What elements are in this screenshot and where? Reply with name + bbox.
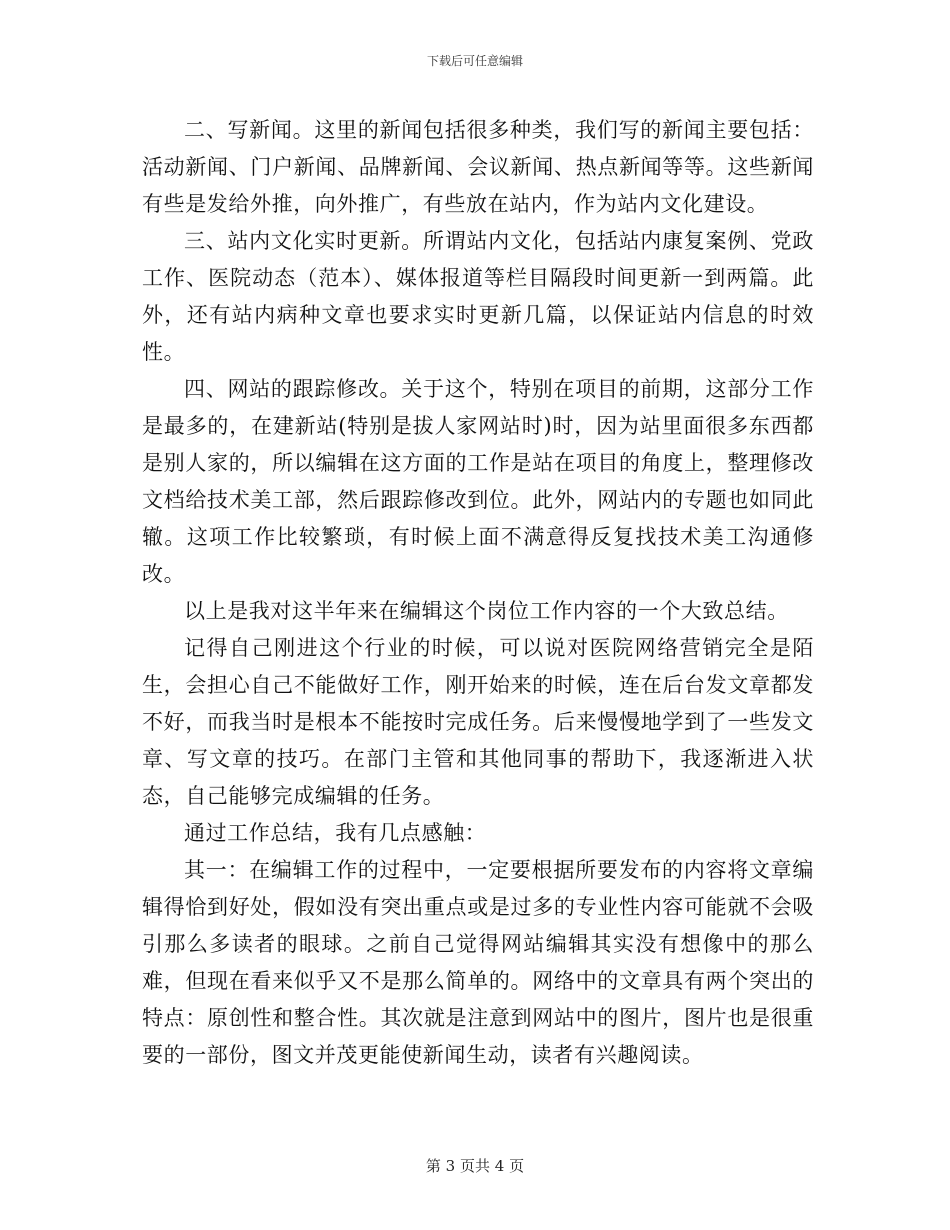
page-number: 第 3 页共 4 页 <box>425 1157 525 1175</box>
page-header-note: 下载后可任意编辑 <box>426 54 523 68</box>
paragraph-summary: 以上是我对这半年来在编辑这个岗位工作内容的一个大致总结。 <box>184 599 789 623</box>
document-body <box>142 112 814 1074</box>
paragraph-site-culture: 三、站内文化实时更新。所谓站内文化，包括站内康复案例、党政工作、医院动态（范本）、媒体报道等栏目隔段时间更新一到两篇。此外，还有站内病种文章也要求实时更新几篇，以保证站内信息的时效性。 <box>142 229 814 364</box>
paragraph-reflection-intro: 通过工作总结，我有几点感触： <box>184 821 487 845</box>
paragraph-site-tracking: 四、网站的跟踪修改。关于这个，特别在项目的前期，这部分工作是最多的，在建新站(特别是拔人家网站时)时，因为站里面很多东西都是别人家的，所以编辑在这方面的工作是站在项目的角度上，整理修改文档给技术美工部，然后跟踪修改到位。此外，网站内的专题也如同此辙。这项工作比较繁琐，有时候上面不满意得反复找技术美工沟通修改。 <box>142 377 814 586</box>
paragraph-reflection-first: 其一：在编辑工作的过程中，一定要根据所要发布的内容将文章编辑得恰到好处，假如没有突出重点或是过多的专业性内容可能就不会吸引那么多读者的眼球。之前自己觉得网站编辑其实没有想像中的那么难，但现在看来似乎又不是那么简单的。网络中的文章具有两个突出的特点：原创性和整合性。其次就是注意到网站中的图片，图片也是很重要的一部份，图文并茂更能使新闻生动，读者有兴趣阅读。 <box>142 858 814 1067</box>
paragraph-experience: 记得自己刚进这个行业的时候，可以说对医院网络营销完全是陌生，会担心自己不能做好工作，刚开始来的时候，连在后台发文章都发不好，而我当时是根本不能按时完成任务。后来慢慢地学到了一些发文章、写文章的技巧。在部门主管和其他同事的帮助下，我逐渐进入状态，自己能够完成编辑的任务。 <box>142 636 814 808</box>
paragraph-news-writing: 二、写新闻。这里的新闻包括很多种类，我们写的新闻主要包括：活动新闻、门户新闻、品牌新闻、会议新闻、热点新闻等等。这些新闻有些是发给外推，向外推广，有些放在站内，作为站内文化建设。 <box>142 118 814 216</box>
